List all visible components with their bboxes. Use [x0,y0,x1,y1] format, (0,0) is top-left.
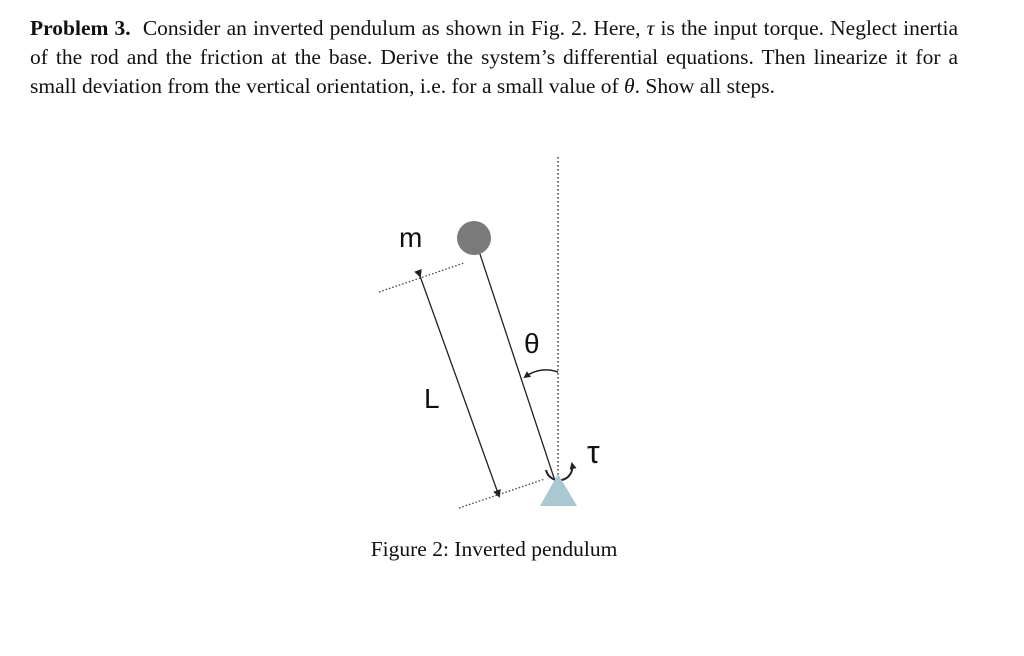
problem-heading: Problem 3. [30,16,131,40]
figure-caption: Figure 2: Inverted pendulum [370,537,618,561]
theta-angle-arc [525,370,558,377]
length-label: L [424,383,440,414]
pivot-base [540,474,577,506]
length-extension-bottom [459,479,545,508]
pendulum-mass [457,221,491,255]
problem-sentence-3: . Show all steps. [634,74,775,98]
problem-sentence-1-end: is the input torque. [660,16,824,40]
pendulum-rod [475,239,556,484]
torque-label: τ [587,434,600,470]
theta-label: θ [524,328,540,359]
problem-sentence-2: Neglect inertia of the rod and the friction at the base. Derive the system’s differential equations. Then linearize it for a small deviation from the vertical orientation, i.e. for a small value of [30,16,959,98]
theta-symbol: θ [624,74,635,98]
problem-sentence-1: Consider an inverted pendulum as shown in Fig. 2. Here, [142,16,641,40]
mass-label: m [399,222,423,253]
tau-symbol: τ [646,16,655,40]
length-extension-top [379,263,464,292]
